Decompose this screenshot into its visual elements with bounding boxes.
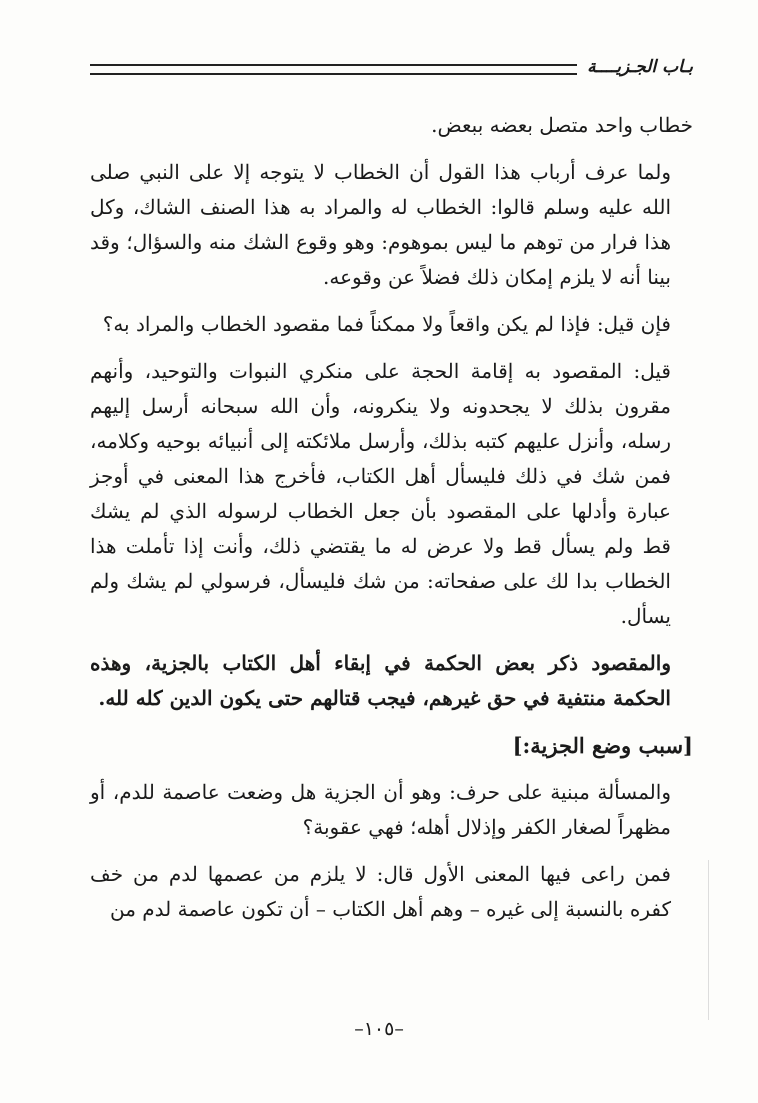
- paragraph-question: فإن قيل: فإذا لم يكن واقعاً ولا ممكناً فما مقصود الخطاب والمراد به؟: [102, 312, 671, 336]
- paragraph: والمسألة مبنية على حرف: وهو أن الجزية هل وضعت عاصمة للدم، أو مظهراً لصغار الكفر وإذلال أهله؛ فهي عقوبة؟: [90, 780, 671, 839]
- chapter-title: بـاب الجـزيــــة: [587, 57, 693, 77]
- paragraph: ولما عرف أرباب هذا القول أن الخطاب لا يتوجه إلا على النبي صلى الله عليه وسلم قالوا: الخطاب له والمراد به هذا الصنف الشاك، وكل هذا فرار من توهم ما ليس بموهوم: وهو وقوع الشك منه والسؤال؛ وقد بينا أنه لا يلزم إمكان ذلك فضلاً عن وقوعه.: [90, 160, 671, 289]
- body-text: [90, 108, 693, 927]
- page-number: –١٠٥–: [354, 1018, 404, 1040]
- paragraph-continuation: خطاب واحد متصل بعضه ببعض.: [431, 113, 693, 137]
- header-rule: [90, 64, 577, 75]
- running-header: [90, 52, 693, 82]
- margin-line: [708, 860, 709, 1020]
- paragraph: فمن راعى فيها المعنى الأول قال: لا يلزم من عصمها لدم من خف كفره بالنسبة إلى غيره – وهم أهل الكتاب – أن تكون عاصمة لدم من: [90, 862, 671, 921]
- paragraph-bold: والمقصود ذكر بعض الحكمة في إبقاء أهل الكتاب بالجزية، وهذه الحكمة منتفية في حق غيرهم، فيجب قتالهم حتى يكون الدين كله لله.: [90, 651, 671, 710]
- paragraph-answer: قيل: المقصود به إقامة الحجة على منكري النبوات والتوحيد، وأنهم مقرون بذلك لا يجحدونه ولا ينكرونه، وأن الله سبحانه أرسل إليهم رسله، وأنزل عليهم كتبه بذلك، وأرسل ملائكته إلى أنبيائه بوحيه وكلامه، فمن شك في ذلك فليسأل أهل الكتاب، فأخرج هذا المعنى في أوجز عبارة وأدلها على المقصود بأن جعل الخطاب لرسوله الذي لم يشك قط ولم يسأل قط ولا عرض له ما يقتضي ذلك، وأنت إذا تأملت هذا الخطاب بدا لك على صفحاته: من شك فليسأل، فرسولي لم يشك ولم يسأل.: [90, 359, 671, 628]
- section-heading: [سبب وضع الجزية:]: [512, 733, 693, 758]
